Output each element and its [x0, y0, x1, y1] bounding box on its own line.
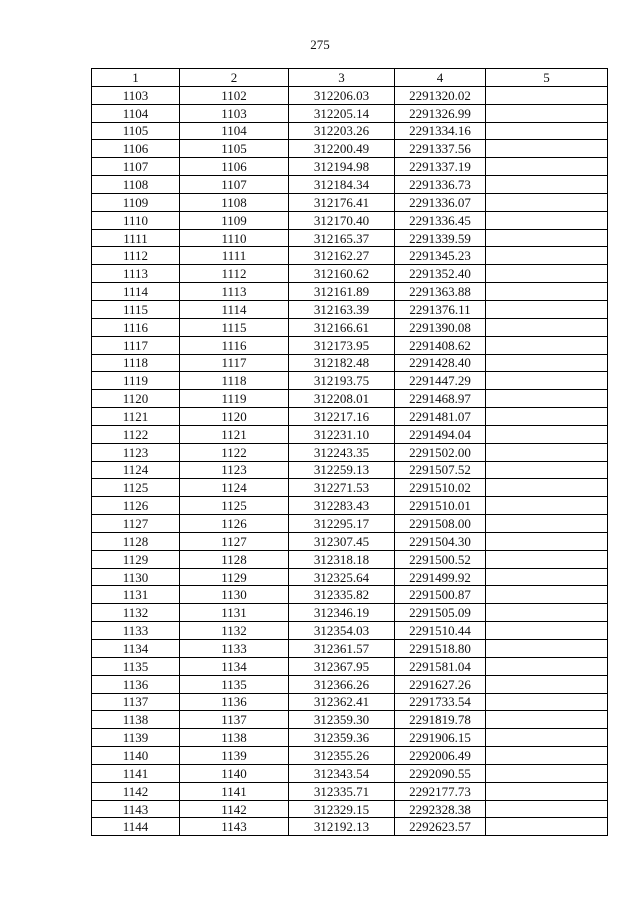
table-cell-col-4: 2291906.15: [395, 729, 486, 747]
table-row: [92, 800, 608, 818]
table-cell-col-4: 2292623.57: [395, 818, 486, 836]
table-cell-col-4: 2291481.07: [395, 408, 486, 426]
table-cell-col-5: [486, 747, 608, 765]
table-cell-col-5: [486, 532, 608, 550]
table-cell-col-4: 2291510.01: [395, 497, 486, 515]
table-cell-col-2: 1118: [180, 372, 289, 390]
table-row: [92, 515, 608, 533]
table-cell-col-4: 2291339.59: [395, 229, 486, 247]
table-cell-col-4: 2291337.56: [395, 140, 486, 158]
table-cell-col-5: [486, 408, 608, 426]
table-cell-col-4: 2291494.04: [395, 425, 486, 443]
table-cell-col-4: 2291336.07: [395, 193, 486, 211]
table-row: [92, 158, 608, 176]
table-cell-col-3: 312162.27: [289, 247, 395, 265]
table-cell-col-1: 1137: [92, 693, 180, 711]
table-cell-col-4: 2291505.09: [395, 604, 486, 622]
table-cell-col-4: 2291500.87: [395, 586, 486, 604]
table-cell-col-5: [486, 283, 608, 301]
table-row: [92, 229, 608, 247]
table-cell-col-5: [486, 604, 608, 622]
table-row: [92, 318, 608, 336]
column-header-2: 2: [180, 69, 289, 87]
table-cell-col-2: 1140: [180, 764, 289, 782]
table-cell-col-2: 1105: [180, 140, 289, 158]
table-cell-col-4: 2291510.02: [395, 479, 486, 497]
table-cell-col-4: 2291504.30: [395, 532, 486, 550]
table-cell-col-4: 2291363.88: [395, 283, 486, 301]
table-cell-col-5: [486, 176, 608, 194]
table-cell-col-1: 1143: [92, 800, 180, 818]
table-cell-col-5: [486, 86, 608, 104]
table-cell-col-3: 312243.35: [289, 443, 395, 461]
table-cell-col-4: 2291733.54: [395, 693, 486, 711]
table-row: [92, 176, 608, 194]
table-cell-col-2: 1112: [180, 265, 289, 283]
table-cell-col-2: 1136: [180, 693, 289, 711]
table-cell-col-3: 312295.17: [289, 515, 395, 533]
table-cell-col-1: 1139: [92, 729, 180, 747]
table-cell-col-4: 2291500.52: [395, 550, 486, 568]
table-cell-col-1: 1118: [92, 354, 180, 372]
table-row: [92, 461, 608, 479]
table-cell-col-5: [486, 729, 608, 747]
table-cell-col-2: 1109: [180, 211, 289, 229]
table-cell-col-1: 1132: [92, 604, 180, 622]
table-cell-col-1: 1138: [92, 711, 180, 729]
table-cell-col-3: 312271.53: [289, 479, 395, 497]
table-cell-col-1: 1124: [92, 461, 180, 479]
table-cell-col-1: 1106: [92, 140, 180, 158]
column-header-4: 4: [395, 69, 486, 87]
table-row: [92, 532, 608, 550]
table-row: [92, 693, 608, 711]
table-row: [92, 140, 608, 158]
table-row: [92, 390, 608, 408]
table-cell-col-3: 312192.13: [289, 818, 395, 836]
table-row: [92, 408, 608, 426]
table-cell-col-2: 1119: [180, 390, 289, 408]
table-row: [92, 711, 608, 729]
table-cell-col-2: 1137: [180, 711, 289, 729]
table-cell-col-3: 312359.36: [289, 729, 395, 747]
table-cell-col-3: 312184.34: [289, 176, 395, 194]
table-cell-col-3: 312203.26: [289, 122, 395, 140]
table-cell-col-3: 312318.18: [289, 550, 395, 568]
table-cell-col-1: 1104: [92, 104, 180, 122]
table-cell-col-4: 2291336.73: [395, 176, 486, 194]
table-row: [92, 479, 608, 497]
table-cell-col-5: [486, 764, 608, 782]
table-cell-col-3: 312335.82: [289, 586, 395, 604]
table-cell-col-3: 312208.01: [289, 390, 395, 408]
table-cell-col-5: [486, 211, 608, 229]
table-row: [92, 354, 608, 372]
table-cell-col-4: 2291447.29: [395, 372, 486, 390]
table-cell-col-2: 1129: [180, 568, 289, 586]
table-cell-col-4: 2292177.73: [395, 782, 486, 800]
table-cell-col-3: 312200.49: [289, 140, 395, 158]
table-row: [92, 640, 608, 658]
table-cell-col-4: 2291326.99: [395, 104, 486, 122]
table-cell-col-1: 1123: [92, 443, 180, 461]
table-cell-col-4: 2291390.08: [395, 318, 486, 336]
table-row: [92, 550, 608, 568]
table-cell-col-3: 312329.15: [289, 800, 395, 818]
table-row: [92, 86, 608, 104]
table-cell-col-3: 312335.71: [289, 782, 395, 800]
table-cell-col-1: 1113: [92, 265, 180, 283]
table-cell-col-4: 2291510.44: [395, 622, 486, 640]
table-cell-col-1: 1144: [92, 818, 180, 836]
table-cell-col-3: 312161.89: [289, 283, 395, 301]
table-cell-col-1: 1115: [92, 300, 180, 318]
column-header-1: 1: [92, 69, 180, 87]
table-cell-col-1: 1141: [92, 764, 180, 782]
table-cell-col-5: [486, 443, 608, 461]
table-cell-col-1: 1121: [92, 408, 180, 426]
table-cell-col-2: 1132: [180, 622, 289, 640]
table-cell-col-1: 1105: [92, 122, 180, 140]
table-cell-col-2: 1122: [180, 443, 289, 461]
table-cell-col-3: 312361.57: [289, 640, 395, 658]
table-cell-col-3: 312354.03: [289, 622, 395, 640]
table-cell-col-2: 1130: [180, 586, 289, 604]
table-cell-col-1: 1136: [92, 675, 180, 693]
table-cell-col-1: 1134: [92, 640, 180, 658]
table-cell-col-4: 2291345.23: [395, 247, 486, 265]
table-row: [92, 122, 608, 140]
table-cell-col-5: [486, 479, 608, 497]
table-cell-col-3: 312259.13: [289, 461, 395, 479]
table-cell-col-2: 1123: [180, 461, 289, 479]
table-cell-col-5: [486, 390, 608, 408]
table-row: [92, 729, 608, 747]
table-cell-col-2: 1102: [180, 86, 289, 104]
table-cell-col-3: 312170.40: [289, 211, 395, 229]
table-row: [92, 782, 608, 800]
table-cell-col-4: 2292006.49: [395, 747, 486, 765]
table-cell-col-2: 1116: [180, 336, 289, 354]
table-cell-col-3: 312205.14: [289, 104, 395, 122]
table-cell-col-5: [486, 550, 608, 568]
table-cell-col-2: 1143: [180, 818, 289, 836]
table-cell-col-1: 1114: [92, 283, 180, 301]
table-cell-col-2: 1131: [180, 604, 289, 622]
table-cell-col-5: [486, 693, 608, 711]
table-cell-col-1: 1125: [92, 479, 180, 497]
table-cell-col-2: 1104: [180, 122, 289, 140]
table-cell-col-2: 1134: [180, 657, 289, 675]
table-cell-col-5: [486, 425, 608, 443]
table-cell-col-1: 1129: [92, 550, 180, 568]
coordinates-table: [91, 68, 608, 836]
table-cell-col-3: 312163.39: [289, 300, 395, 318]
table-row: [92, 283, 608, 301]
table-row: [92, 104, 608, 122]
table-row: [92, 265, 608, 283]
table-cell-col-3: 312176.41: [289, 193, 395, 211]
table-cell-col-2: 1111: [180, 247, 289, 265]
table-cell-col-1: 1116: [92, 318, 180, 336]
table-cell-col-5: [486, 229, 608, 247]
table-cell-col-5: [486, 640, 608, 658]
table-cell-col-5: [486, 140, 608, 158]
table-cell-col-2: 1114: [180, 300, 289, 318]
table-cell-col-1: 1110: [92, 211, 180, 229]
table-cell-col-5: [486, 800, 608, 818]
table-cell-col-1: 1133: [92, 622, 180, 640]
table-cell-col-5: [486, 782, 608, 800]
table-cell-col-4: 2292090.55: [395, 764, 486, 782]
table-row: [92, 425, 608, 443]
table-cell-col-2: 1141: [180, 782, 289, 800]
table-cell-col-4: 2291508.00: [395, 515, 486, 533]
table-cell-col-3: 312367.95: [289, 657, 395, 675]
table-cell-col-5: [486, 247, 608, 265]
table-cell-col-5: [486, 568, 608, 586]
table-cell-col-3: 312325.64: [289, 568, 395, 586]
table-cell-col-1: 1111: [92, 229, 180, 247]
table-row: [92, 497, 608, 515]
table-cell-col-4: 2291352.40: [395, 265, 486, 283]
table-cell-col-2: 1117: [180, 354, 289, 372]
table-cell-col-2: 1113: [180, 283, 289, 301]
table-cell-col-2: 1110: [180, 229, 289, 247]
table-cell-col-1: 1109: [92, 193, 180, 211]
table-row: [92, 211, 608, 229]
table-cell-col-2: 1128: [180, 550, 289, 568]
table-cell-col-4: 2291499.92: [395, 568, 486, 586]
table-cell-col-3: 312343.54: [289, 764, 395, 782]
table-cell-col-3: 312173.95: [289, 336, 395, 354]
table-header-row: [92, 69, 608, 87]
table-cell-col-4: 2291518.80: [395, 640, 486, 658]
page-number: 275: [310, 37, 330, 52]
table-cell-col-4: 2291408.62: [395, 336, 486, 354]
table-cell-col-3: 312206.03: [289, 86, 395, 104]
table-cell-col-3: 312307.45: [289, 532, 395, 550]
table-cell-col-2: 1135: [180, 675, 289, 693]
table-row: [92, 675, 608, 693]
table-row: [92, 372, 608, 390]
table-cell-col-3: 312193.75: [289, 372, 395, 390]
table-row: [92, 764, 608, 782]
table-cell-col-2: 1138: [180, 729, 289, 747]
table-cell-col-2: 1106: [180, 158, 289, 176]
table-cell-col-1: 1112: [92, 247, 180, 265]
table-cell-col-1: 1119: [92, 372, 180, 390]
table-cell-col-4: 2291627.26: [395, 675, 486, 693]
table-cell-col-1: 1126: [92, 497, 180, 515]
table-cell-col-4: 2291320.02: [395, 86, 486, 104]
table-cell-col-4: 2291336.45: [395, 211, 486, 229]
table-cell-col-1: 1142: [92, 782, 180, 800]
table-cell-col-2: 1103: [180, 104, 289, 122]
table-cell-col-2: 1127: [180, 532, 289, 550]
table-row: [92, 604, 608, 622]
table-cell-col-1: 1107: [92, 158, 180, 176]
table-row: [92, 657, 608, 675]
table-cell-col-3: 312355.26: [289, 747, 395, 765]
table-cell-col-1: 1108: [92, 176, 180, 194]
table-cell-col-4: 2291507.52: [395, 461, 486, 479]
table-cell-col-1: 1117: [92, 336, 180, 354]
table-cell-col-4: 2291581.04: [395, 657, 486, 675]
table-cell-col-5: [486, 586, 608, 604]
table-cell-col-4: 2291376.11: [395, 300, 486, 318]
table-cell-col-4: 2291334.16: [395, 122, 486, 140]
table-cell-col-1: 1127: [92, 515, 180, 533]
table-cell-col-1: 1103: [92, 86, 180, 104]
table-row: [92, 586, 608, 604]
table-cell-col-3: 312194.98: [289, 158, 395, 176]
table-cell-col-3: 312166.61: [289, 318, 395, 336]
table-cell-col-5: [486, 461, 608, 479]
table-cell-col-1: 1135: [92, 657, 180, 675]
table-cell-col-2: 1107: [180, 176, 289, 194]
table-cell-col-1: 1120: [92, 390, 180, 408]
table-cell-col-5: [486, 300, 608, 318]
column-header-3: 3: [289, 69, 395, 87]
table-cell-col-5: [486, 193, 608, 211]
column-header-5: 5: [486, 69, 608, 87]
table-cell-col-5: [486, 354, 608, 372]
table-cell-col-2: 1139: [180, 747, 289, 765]
table-cell-col-4: 2292328.38: [395, 800, 486, 818]
table-row: [92, 818, 608, 836]
table-cell-col-2: 1115: [180, 318, 289, 336]
table-cell-col-5: [486, 622, 608, 640]
table-cell-col-1: 1128: [92, 532, 180, 550]
table-body: [92, 86, 608, 835]
table-cell-col-3: 312366.26: [289, 675, 395, 693]
table-cell-col-3: 312283.43: [289, 497, 395, 515]
table-cell-col-3: 312359.30: [289, 711, 395, 729]
table-cell-col-4: 2291337.19: [395, 158, 486, 176]
table-cell-col-5: [486, 657, 608, 675]
table-cell-col-5: [486, 122, 608, 140]
table-cell-col-2: 1126: [180, 515, 289, 533]
table-cell-col-4: 2291468.97: [395, 390, 486, 408]
table-cell-col-3: 312362.41: [289, 693, 395, 711]
table-cell-col-1: 1122: [92, 425, 180, 443]
table-cell-col-1: 1140: [92, 747, 180, 765]
table-cell-col-5: [486, 675, 608, 693]
table-cell-col-3: 312217.16: [289, 408, 395, 426]
table-cell-col-5: [486, 336, 608, 354]
table-cell-col-2: 1121: [180, 425, 289, 443]
table-cell-col-3: 312231.10: [289, 425, 395, 443]
table-cell-col-1: 1130: [92, 568, 180, 586]
table-cell-col-2: 1133: [180, 640, 289, 658]
table-cell-col-4: 2291819.78: [395, 711, 486, 729]
table-cell-col-3: 312346.19: [289, 604, 395, 622]
table-cell-col-5: [486, 818, 608, 836]
table-cell-col-4: 2291428.40: [395, 354, 486, 372]
table-cell-col-5: [486, 515, 608, 533]
table-cell-col-5: [486, 158, 608, 176]
table-row: [92, 300, 608, 318]
table-cell-col-5: [486, 265, 608, 283]
table-row: [92, 443, 608, 461]
table-cell-col-5: [486, 318, 608, 336]
table-cell-col-3: 312160.62: [289, 265, 395, 283]
table-cell-col-2: 1124: [180, 479, 289, 497]
table-cell-col-3: 312182.48: [289, 354, 395, 372]
table-cell-col-5: [486, 372, 608, 390]
table-row: [92, 247, 608, 265]
table-cell-col-1: 1131: [92, 586, 180, 604]
table-cell-col-5: [486, 497, 608, 515]
table-row: [92, 622, 608, 640]
table-cell-col-2: 1142: [180, 800, 289, 818]
table-cell-col-2: 1108: [180, 193, 289, 211]
table-row: [92, 747, 608, 765]
table-row: [92, 568, 608, 586]
table-cell-col-2: 1120: [180, 408, 289, 426]
table-row: [92, 336, 608, 354]
table-cell-col-4: 2291502.00: [395, 443, 486, 461]
table-cell-col-3: 312165.37: [289, 229, 395, 247]
table-cell-col-5: [486, 711, 608, 729]
table-cell-col-5: [486, 104, 608, 122]
table-row: [92, 193, 608, 211]
table-cell-col-2: 1125: [180, 497, 289, 515]
